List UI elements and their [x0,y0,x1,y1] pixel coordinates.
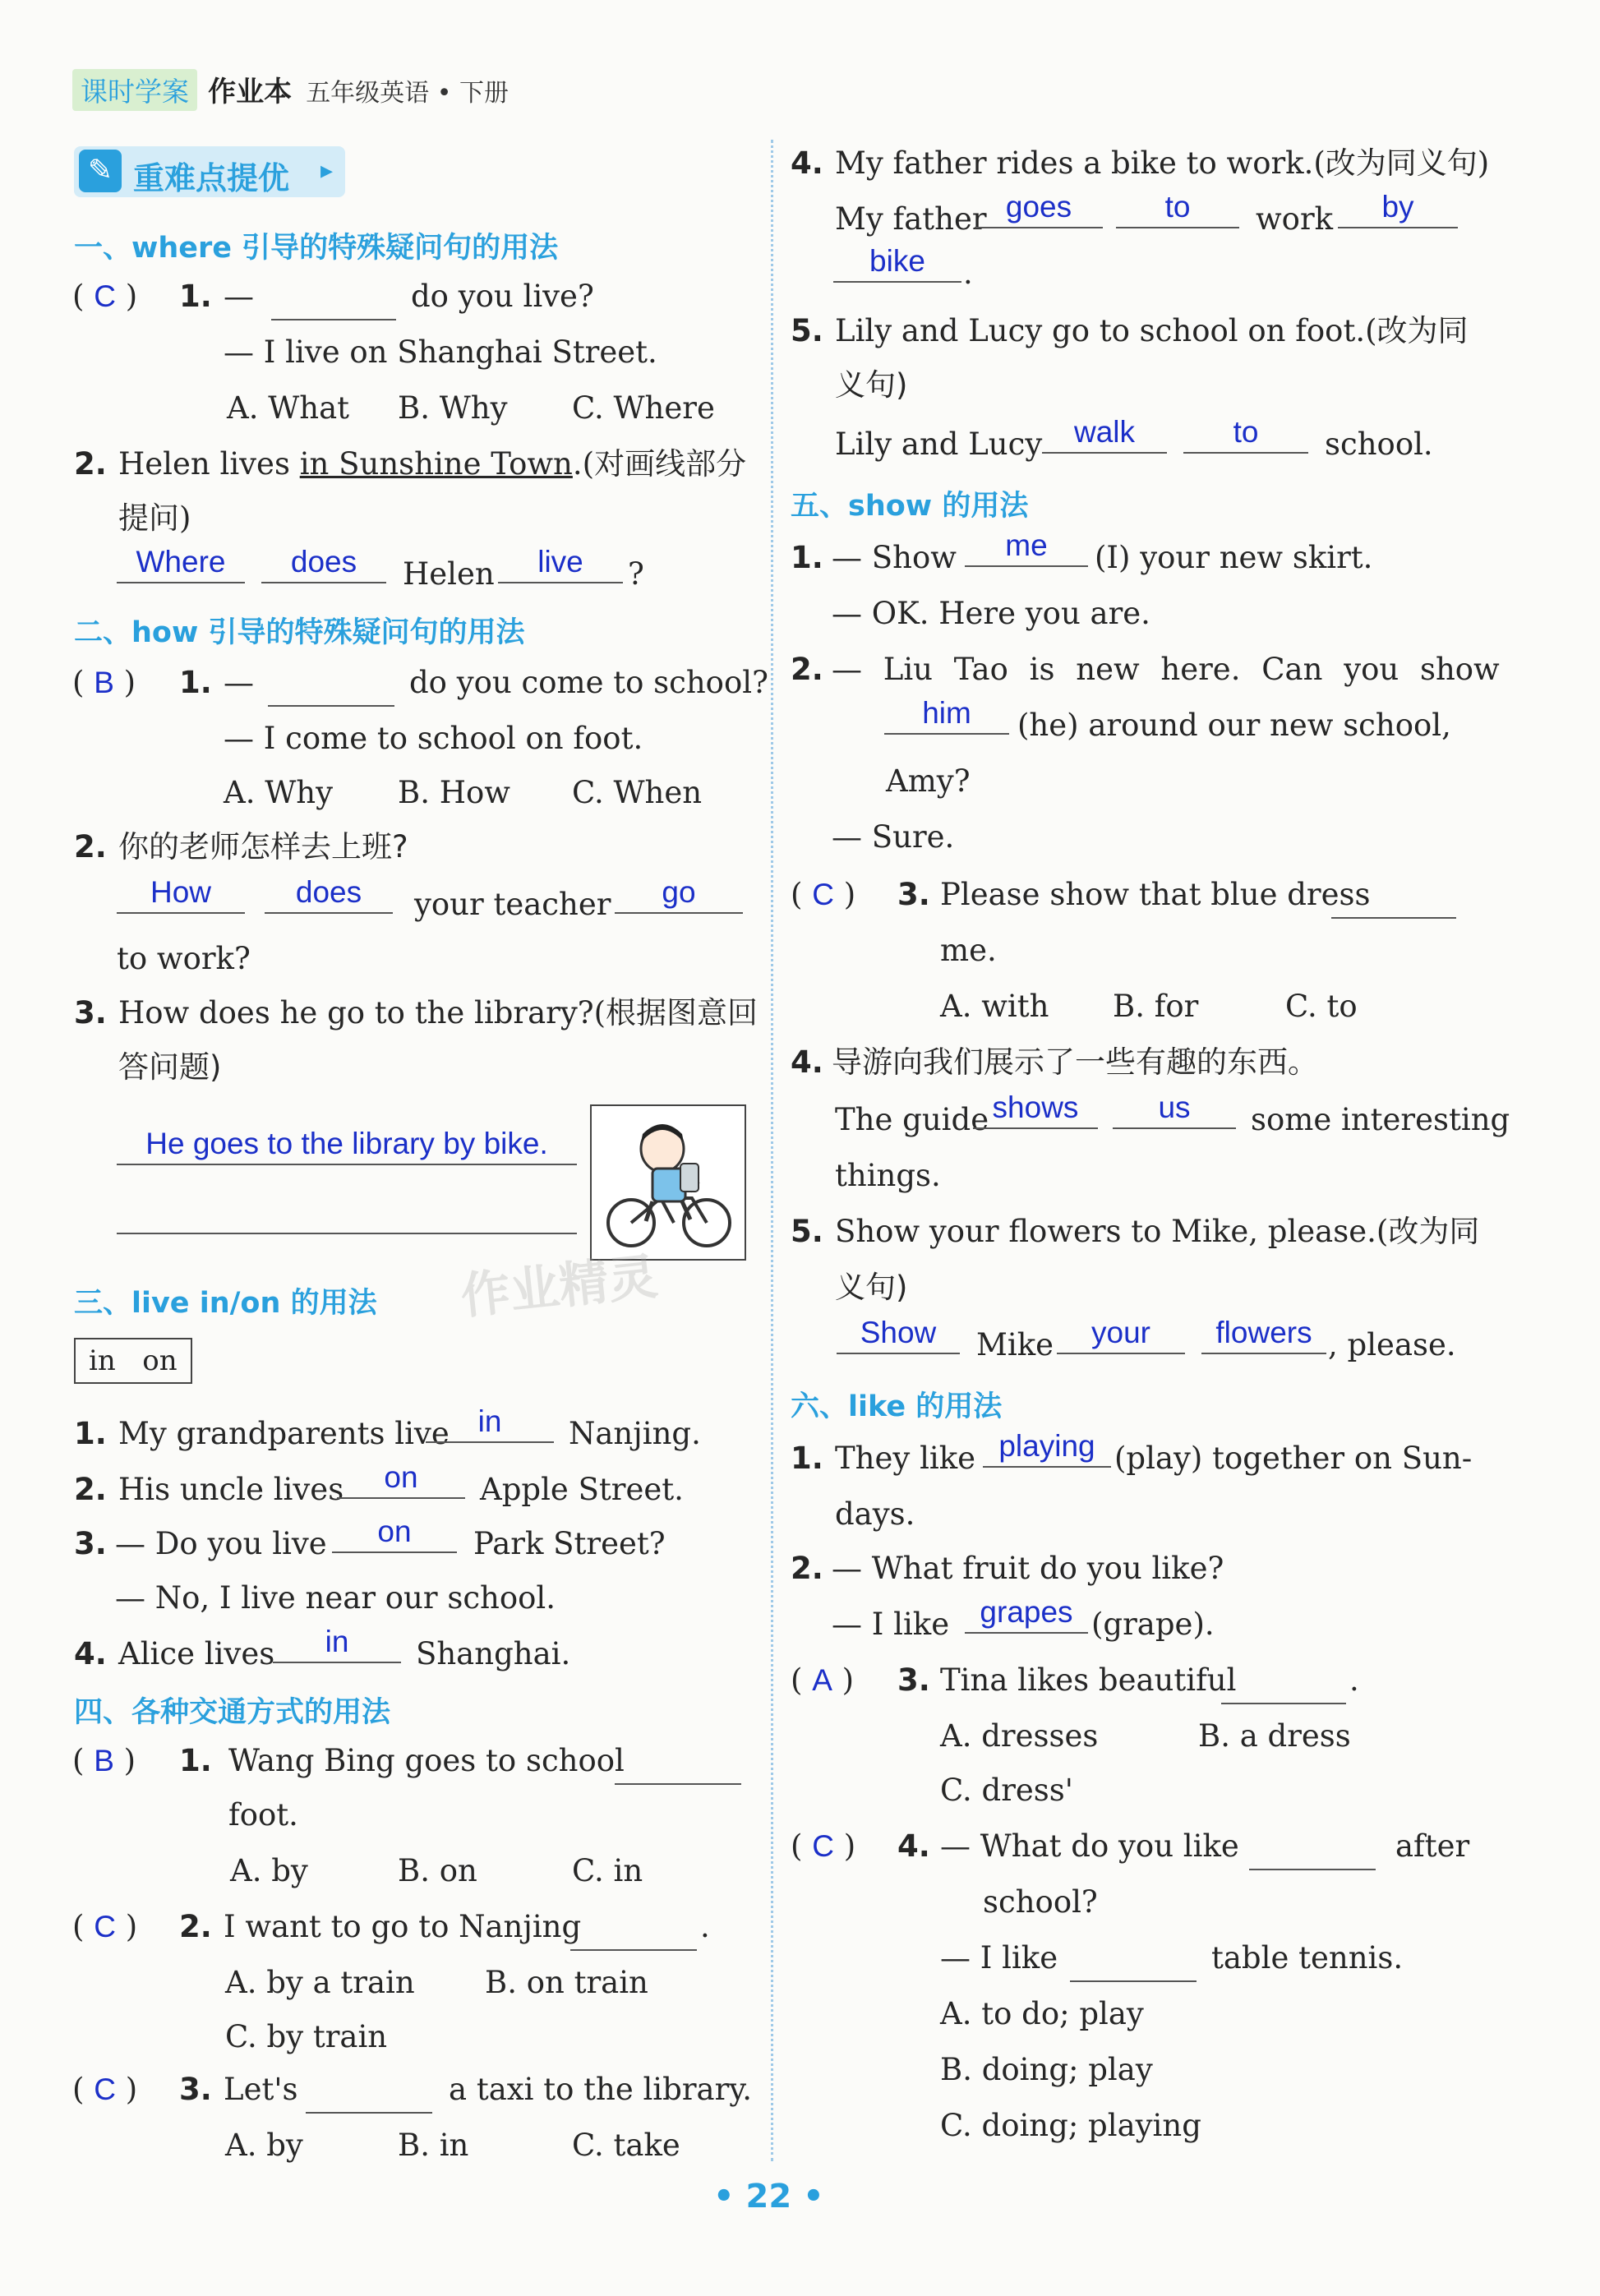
answer-blank[interactable] [1221,1667,1346,1704]
section-title-how: 二、how 引导的特殊疑问句的用法 [74,616,525,649]
answer-blank[interactable]: goes [975,191,1103,228]
column-divider [771,140,773,2161]
banner [74,146,345,197]
section-title-live: 三、live in/on 的用法 [74,1287,377,1320]
answer-line[interactable]: He goes to the library by bike. [117,1127,577,1165]
banner-arrow-icon: ▸ [320,156,334,185]
answer-blank[interactable]: does [261,546,386,583]
answer-blank[interactable]: him [884,697,1009,735]
answer-blank[interactable]: Where [117,546,245,583]
answer-blank[interactable]: to [1183,416,1308,454]
answer-blank[interactable] [1331,881,1456,919]
answer-blank[interactable]: by [1338,191,1458,228]
book-subtitle: 五年级英语 • 下册 [306,79,509,108]
answer-blank[interactable]: does [265,876,393,914]
answer-blank[interactable]: shows [973,1091,1098,1129]
banner-title: 重难点提优 [133,160,290,196]
answer-blank[interactable] [268,669,394,707]
answer-blank[interactable]: on [332,1515,457,1553]
answer-blank[interactable]: live [498,546,623,583]
answer-blank[interactable]: me [965,529,1088,567]
choice-answer: C [94,2072,116,2106]
choice-answer: B [94,666,114,699]
choice-answer: C [812,1829,834,1863]
answer-blank[interactable]: your [1057,1316,1185,1354]
section-title-like: 六、like 的用法 [791,1390,1003,1423]
answer-blank[interactable]: go [615,876,743,914]
boy-on-bike-illustration [590,1104,746,1261]
choice-answer: A [812,1663,832,1697]
answer-blank[interactable]: to [1116,191,1239,228]
answer-blank[interactable]: grapes [965,1596,1088,1634]
choice-answer: C [812,878,834,911]
word-box: in on [74,1338,192,1384]
book-title: 作业本 [208,76,293,108]
section-title-show: 五、show 的用法 [791,490,1029,523]
answer-blank[interactable] [271,283,396,320]
answer-line-empty[interactable] [117,1196,577,1234]
watermark: 作业精灵 [458,1247,661,1326]
answer-blank[interactable]: bike [833,245,961,283]
brand-badge: 课时学案 [72,69,197,111]
choice-answer: C [94,1910,116,1943]
answer-blank[interactable] [306,2076,432,2114]
answer-blank[interactable]: flowers [1201,1316,1326,1354]
answer-blank[interactable] [1070,1944,1197,1982]
answer-blank[interactable] [1249,1833,1376,1870]
page-number: • 22 • [713,2178,824,2215]
answer-blank[interactable] [615,1747,741,1785]
header [72,69,509,111]
answer-blank[interactable]: How [117,876,245,914]
pencil-icon: ✎ [79,150,122,192]
choice-answer: B [94,1744,114,1777]
choice-answer: C [94,279,116,313]
answer-blank[interactable] [570,1913,697,1951]
answer-blank[interactable]: in [426,1405,554,1443]
answer-blank[interactable]: on [337,1461,465,1499]
section-title-where: 一、where 引导的特殊疑问句的用法 [74,232,559,265]
answer-blank[interactable]: playing [983,1430,1111,1468]
answer-blank[interactable]: Show [837,1316,960,1354]
answer-blank[interactable]: walk [1042,416,1167,454]
answer-blank[interactable]: us [1113,1091,1236,1129]
section-title-transport: 四、各种交通方式的用法 [74,1696,391,1729]
answer-blank[interactable]: in [273,1625,401,1663]
